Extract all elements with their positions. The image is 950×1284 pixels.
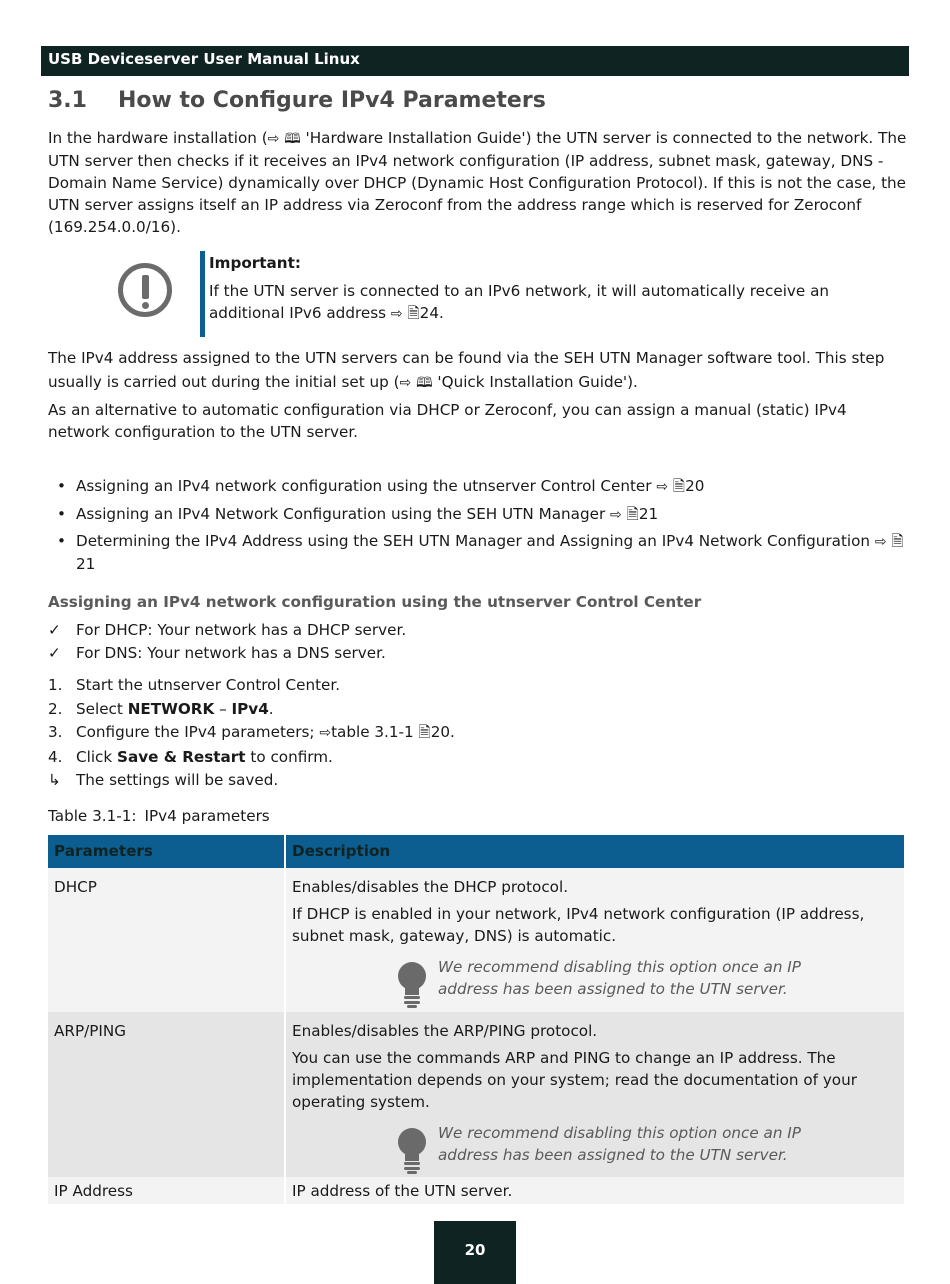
bullet-ref: 20 xyxy=(685,477,705,495)
lightbulb-icon xyxy=(396,961,428,1009)
intro-paragraph xyxy=(48,127,908,238)
lightbulb-icon xyxy=(396,1127,428,1175)
step-item xyxy=(48,746,455,770)
bullet-ref: 21 xyxy=(638,504,659,523)
paragraph-static-config: As an alternative to automatic configuration via DHCP or Zeroconf, you can assign a manual (static) IPv4 network configuration to the UTN server. xyxy=(48,401,847,441)
page-ref: 20. xyxy=(430,723,455,741)
right-arrow-icon: ⇨ xyxy=(610,506,622,523)
step-item xyxy=(48,721,455,746)
bullet-ref: 21 xyxy=(76,555,96,573)
result-item xyxy=(48,769,455,793)
tip-text: We recommend disabling this option once an IP address has been assigned to the UTN server. xyxy=(438,1124,801,1164)
steps-list xyxy=(48,674,455,793)
step-text: Select xyxy=(76,699,128,718)
description-line: Enables/disables the ARP/PING protocol. xyxy=(292,1022,598,1040)
important-body: If the UTN server is connected to an IPv6 network, it will automatically receive an additional IPv6 address xyxy=(209,282,830,322)
page-icon: 🗎 xyxy=(418,723,431,741)
step-number: 1. xyxy=(48,676,63,694)
menu-network: NETWORK xyxy=(127,699,215,718)
right-arrow-icon: ⇨ xyxy=(399,375,412,391)
para2-text-b: 'Quick Installation Guide'). xyxy=(432,373,638,391)
param-cell: DHCP xyxy=(54,878,97,896)
page-icon: 🗎 xyxy=(672,477,686,495)
bullet-text: Assigning an IPv4 network configuration using the utnserver Control Center xyxy=(76,477,652,495)
bullet-text: Determining the IPv4 Address using the SEH UTN Manager and Assigning an IPv4 Network Configuration xyxy=(76,532,871,550)
requirement-text: For DNS: Your network has a DNS server. xyxy=(76,644,386,662)
bullet-dot: • xyxy=(57,477,66,495)
intro-text-b: 'Hardware Installation Guide') the UTN server is connected to the network. The UTN server then checks if it receives an IPv4 network configuration (IP address, subnet mask, gateway, DNS - Domain Name Service) dynamically over DHCP (Dynamic Host Configuration Protocol). If this is not the case, the UTN server assigns itself an IP address via Zeroconf from the address range which is reserved for Zeroconf (169.254.0.0/16). xyxy=(48,129,907,236)
save-restart-label: Save & Restart xyxy=(117,747,246,766)
param-cell: IP Address xyxy=(54,1182,133,1200)
right-arrow-icon: ⇨ xyxy=(656,479,669,495)
header-parameters: Parameters xyxy=(54,842,153,860)
book-icon: 🕮 xyxy=(416,375,433,391)
page-number: 20 xyxy=(434,1221,516,1284)
step-text: to confirm. xyxy=(245,747,333,766)
requirement-text: For DHCP: Your network has a DHCP server. xyxy=(76,621,407,639)
table-header xyxy=(48,835,904,868)
description-cell xyxy=(292,876,897,1013)
right-arrow-icon: ⇨ xyxy=(874,534,887,550)
table-ref-link[interactable]: table 3.1-1 xyxy=(331,723,414,741)
header-description: Description xyxy=(292,842,391,860)
right-arrow-icon: ⇨ xyxy=(390,306,403,322)
right-arrow-icon: ⇨ xyxy=(267,131,280,147)
important-title: Important: xyxy=(209,254,301,272)
result-arrow-icon: ↳ xyxy=(48,771,61,789)
description-line: You can use the commands ARP and PING to change an IP address. The implementation depends on your system; read the documentation of your operating system. xyxy=(292,1049,857,1111)
table-caption xyxy=(48,807,270,825)
step-number: 2. xyxy=(48,699,63,718)
step-item xyxy=(48,674,455,698)
intro-text-a: In the hardware installation ( xyxy=(48,129,268,147)
ipv4-parameters-table xyxy=(48,835,904,1204)
tip-note xyxy=(292,958,897,1013)
step-number: 4. xyxy=(48,747,63,766)
important-text xyxy=(209,280,859,325)
section-number: 3.1 xyxy=(48,88,87,113)
table-caption-title: IPv4 parameters xyxy=(144,807,270,825)
checkmark-icon: ✓ xyxy=(48,644,61,662)
description-line: IP address of the UTN server. xyxy=(292,1182,513,1200)
step-text: Configure the IPv4 parameters; xyxy=(76,723,320,741)
header-bar xyxy=(41,46,909,76)
section-heading xyxy=(48,88,546,113)
checkmark-icon: ✓ xyxy=(48,621,61,639)
requirement-item xyxy=(48,642,908,664)
param-cell: ARP/PING xyxy=(54,1022,126,1040)
table-row xyxy=(48,1177,904,1204)
bullet-item[interactable] xyxy=(48,530,908,575)
paragraph-utn-manager xyxy=(48,346,908,395)
result-text: The settings will be saved. xyxy=(76,771,279,789)
bullet-item[interactable] xyxy=(48,475,908,498)
bullet-dot: • xyxy=(57,532,66,550)
page-icon: 🗎 xyxy=(407,304,420,322)
tip-note xyxy=(292,1124,897,1179)
description-line: Enables/disables the DHCP protocol. xyxy=(292,878,569,896)
tip-text: We recommend disabling this option once an IP address has been assigned to the UTN server. xyxy=(438,958,801,998)
book-icon: 🕮 xyxy=(284,131,301,147)
table-row xyxy=(48,868,904,1012)
step-text: Start the utnserver Control Center. xyxy=(76,676,341,694)
description-cell xyxy=(292,1180,897,1207)
bullet-list xyxy=(48,475,908,580)
step-number: 3. xyxy=(48,723,63,741)
important-divider xyxy=(200,251,205,337)
menu-ipv4: IPv4 xyxy=(231,699,269,718)
bullet-text: Assigning an IPv4 Network Configuration using the SEH UTN Manager xyxy=(76,504,606,523)
description-cell xyxy=(292,1020,897,1179)
step-text: Click xyxy=(76,747,118,766)
document-title: USB Deviceserver User Manual Linux xyxy=(48,50,360,68)
step-item xyxy=(48,698,455,722)
page-icon: 🗎 xyxy=(626,504,639,523)
subsection-heading: Assigning an IPv4 network configuration using the utnserver Control Center xyxy=(48,593,702,611)
important-ref[interactable]: 24. xyxy=(419,304,444,322)
bullet-dot: • xyxy=(57,504,66,523)
table-row xyxy=(48,1012,904,1177)
page-icon: 🗎 xyxy=(891,532,904,550)
step-text: – xyxy=(214,699,232,718)
right-arrow-icon: ⇨ xyxy=(319,725,332,741)
requirement-item xyxy=(48,619,908,641)
table-caption-label: Table 3.1-1: xyxy=(48,807,137,825)
bullet-item[interactable] xyxy=(48,503,908,526)
exclamation-icon xyxy=(118,263,172,317)
para2-text-a: The IPv4 address assigned to the UTN servers can be found via the SEH UTN Manager software tool. This step usually is carried out during the initial set up ( xyxy=(48,349,885,391)
section-title: How to Configure IPv4 Parameters xyxy=(118,88,546,113)
description-line: If DHCP is enabled in your network, IPv4 network configuration (IP address, subnet mask, gateway, DNS) is automatic. xyxy=(292,905,865,945)
step-text: . xyxy=(268,699,274,718)
